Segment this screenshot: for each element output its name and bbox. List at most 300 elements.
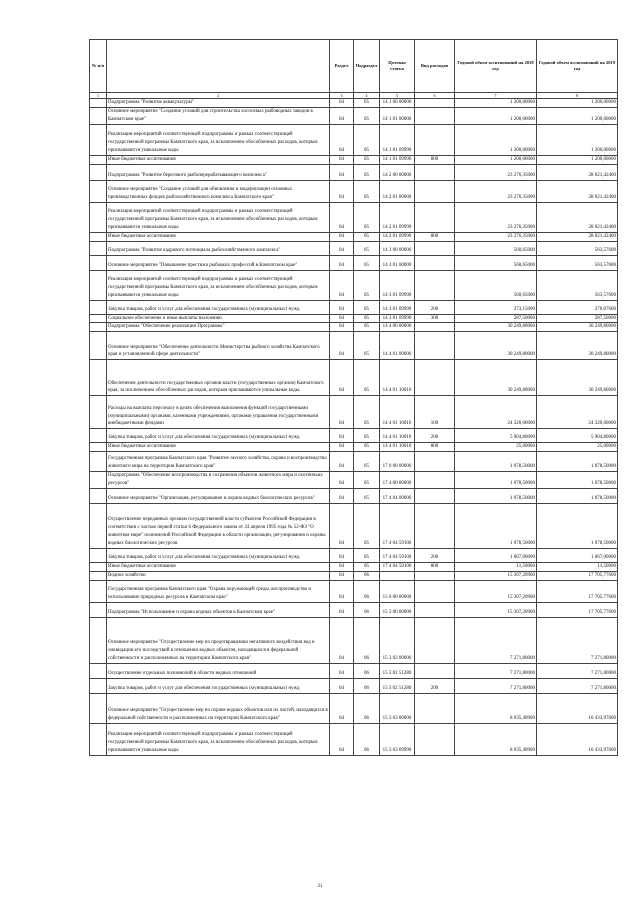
table-row — [90, 549, 618, 563]
row-amount-2019-cell: 1 078,50000 — [537, 452, 618, 472]
table-row — [90, 180, 618, 202]
row-expense-type-cell — [415, 452, 455, 472]
row-index-cell — [90, 300, 107, 314]
row-section-cell: 04 — [330, 429, 354, 443]
row-amount-2018-cell: 24 320,00000 — [455, 396, 537, 429]
row-subsection-cell: 05 — [354, 396, 380, 429]
row-index-cell — [90, 202, 107, 232]
row-index-cell — [90, 663, 107, 678]
row-index-cell — [90, 270, 107, 300]
table-row — [90, 723, 618, 755]
table-row — [90, 323, 618, 332]
row-target-cell: 14 1 00 00000 — [380, 99, 415, 108]
row-amount-2018-cell: 1 200,00000 — [455, 124, 537, 155]
row-target-cell: 15 3 00 00000 — [380, 602, 415, 617]
row-amount-2019-cell: 1 200,00000 — [537, 124, 618, 155]
row-index-cell — [90, 452, 107, 472]
row-amount-2018-cell: 15 307,20900 — [455, 571, 537, 580]
row-subsection-cell: 06 — [354, 580, 380, 602]
row-index-cell — [90, 99, 107, 108]
row-name-cell: Обеспечение деятельности государственных органов власти (государственных органов) Камчатского края, за исключением обособленных расходов, которым присваиваются уникальные коды. — [107, 360, 330, 396]
row-section-cell: 04 — [330, 489, 354, 504]
row-name-cell: Закупка товаров, работ и услуг для обеспечения государственных (муниципальных) нужд — [107, 549, 330, 563]
row-amount-2018-cell: 560,65000 — [455, 270, 537, 300]
row-amount-2018-cell: 23 276,35000 — [455, 164, 537, 180]
row-target-cell: 17 0 00 00000 — [380, 452, 415, 472]
row-section-cell: 04 — [330, 255, 354, 270]
row-target-cell: 15 3 02 51280 — [380, 678, 415, 693]
row-expense-type-cell — [415, 332, 455, 360]
row-amount-2019-cell: 1 078,50000 — [537, 504, 618, 549]
row-target-cell: 15 3 03 09990 — [380, 723, 415, 755]
row-subsection-cell: 06 — [354, 693, 380, 723]
row-subsection-cell: 05 — [354, 472, 380, 489]
row-index-cell — [90, 107, 107, 124]
row-amount-2019-cell: 17 705,77600 — [537, 602, 618, 617]
row-amount-2018-cell: 23 276,35000 — [455, 202, 537, 232]
row-target-cell: 15 3 02 00000 — [380, 617, 415, 663]
row-amount-2019-cell: 5 904,80000 — [537, 429, 618, 443]
row-name-cell: Иные бюджетные ассигнования — [107, 563, 330, 572]
header-amount-2018: Годовой объем ассигнований на 2018 год — [455, 40, 537, 93]
row-subsection-cell: 05 — [354, 124, 380, 155]
page-number: 21 — [317, 884, 323, 889]
row-amount-2019-cell: 563,57600 — [537, 255, 618, 270]
row-target-cell: 14 1 01 00000 — [380, 107, 415, 124]
row-index-cell — [90, 332, 107, 360]
row-amount-2018-cell: 1 200,00000 — [455, 107, 537, 124]
row-amount-2019-cell: 7 271,80000 — [537, 617, 618, 663]
table-row — [90, 443, 618, 452]
row-expense-type-cell: 200 — [415, 429, 455, 443]
row-target-cell: 15 0 00 00000 — [380, 580, 415, 602]
table-row — [90, 563, 618, 572]
row-subsection-cell: 05 — [354, 429, 380, 443]
row-section-cell: 04 — [330, 332, 354, 360]
row-target-cell: 14 3 01 00000 — [380, 255, 415, 270]
row-subsection-cell: 05 — [354, 504, 380, 549]
row-amount-2019-cell: 17 705,77600 — [537, 571, 618, 580]
row-target-cell: 17 4 00 00000 — [380, 472, 415, 489]
row-name-cell: Государственная программа Камчатского края "Охрана окружающей среды, воспроизводство и использование природных ресурсов в Камчатском крае" — [107, 580, 330, 602]
row-index-cell — [90, 323, 107, 332]
row-section-cell: 04 — [330, 300, 354, 314]
row-amount-2018-cell: 1 200,00000 — [455, 155, 537, 164]
row-section-cell: 04 — [330, 396, 354, 429]
header-target: Целевая статья — [380, 40, 415, 93]
column-number: 2 — [107, 93, 330, 99]
column-number: 4 — [354, 93, 380, 99]
table-row — [90, 332, 618, 360]
column-number: 5 — [380, 93, 415, 99]
row-section-cell: 04 — [330, 472, 354, 489]
row-index-cell — [90, 563, 107, 572]
row-amount-2019-cell: 28 021,42400 — [537, 202, 618, 232]
row-target-cell: 17 4 04 59100 — [380, 549, 415, 563]
row-amount-2018-cell: 1 078,50000 — [455, 452, 537, 472]
row-section-cell: 04 — [330, 323, 354, 332]
table-row — [90, 472, 618, 489]
row-section-cell: 04 — [330, 443, 354, 452]
row-index-cell — [90, 580, 107, 602]
table-row — [90, 232, 618, 241]
row-name-cell: Реализация мероприятий соответствующей подпрограммы и рамках соответствующей государственной программы Камчатского края, за исключением обособленных расходов, которым присваиваются уникальные коды — [107, 124, 330, 155]
row-expense-type-cell — [415, 693, 455, 723]
row-section-cell: 04 — [330, 563, 354, 572]
row-index-cell — [90, 255, 107, 270]
row-amount-2019-cell: 10 433,97600 — [537, 723, 618, 755]
row-amount-2018-cell: 1 078,50000 — [455, 489, 537, 504]
row-index-cell — [90, 180, 107, 202]
row-section-cell: 04 — [330, 663, 354, 678]
row-amount-2019-cell: 1 200,00000 — [537, 155, 618, 164]
row-amount-2019-cell: 7 271,80000 — [537, 663, 618, 678]
row-subsection-cell: 06 — [354, 602, 380, 617]
row-subsection-cell: 05 — [354, 360, 380, 396]
row-expense-type-cell: 800 — [415, 563, 455, 572]
row-subsection-cell: 06 — [354, 571, 380, 580]
row-amount-2019-cell: 563,57600 — [537, 241, 618, 255]
row-name-cell: Реализация мероприятий соответствующей подпрограммы и рамках соответствующей государственной программы Камчатского края, за исключением обособленных расходов, которым присваиваются уникальные коды — [107, 723, 330, 755]
header-expense-type: Вид расходов — [415, 40, 455, 93]
row-name-cell: Закупка товаров, работ и услуг для обеспечения государственных (муниципальных) нужд — [107, 429, 330, 443]
row-subsection-cell: 05 — [354, 563, 380, 572]
table-row — [90, 155, 618, 164]
row-expense-type-cell — [415, 241, 455, 255]
row-expense-type-cell — [415, 571, 455, 580]
row-amount-2019-cell: 10 433,97600 — [537, 693, 618, 723]
table-header — [90, 40, 618, 99]
row-target-cell: 14 3 01 09990 — [380, 314, 415, 323]
row-subsection-cell: 05 — [354, 164, 380, 180]
row-subsection-cell: 05 — [354, 202, 380, 232]
row-target-cell: 14 4 01 10010 — [380, 360, 415, 396]
row-subsection-cell: 05 — [354, 155, 380, 164]
row-amount-2018-cell: 1 078,50000 — [455, 504, 537, 549]
row-name-cell: Реализация мероприятий соответствующей подпрограммы и рамках соответствующей государственной программы Камчатского края, за исключением обособленных расходов, которым присваиваются уникальные коды — [107, 270, 330, 300]
row-expense-type-cell — [415, 617, 455, 663]
row-expense-type-cell — [415, 602, 455, 617]
row-expense-type-cell: 200 — [415, 549, 455, 563]
column-number: 8 — [537, 93, 618, 99]
row-index-cell — [90, 443, 107, 452]
row-target-cell: 14 2 01 00000 — [380, 180, 415, 202]
row-section-cell: 04 — [330, 99, 354, 108]
row-expense-type-cell — [415, 723, 455, 755]
row-section-cell: 04 — [330, 571, 354, 580]
row-index-cell — [90, 164, 107, 180]
header-index: № п/п — [90, 40, 107, 93]
row-name-cell: Иные бюджетные ассигнования — [107, 232, 330, 241]
table-row — [90, 504, 618, 549]
row-expense-type-cell: 200 — [415, 678, 455, 693]
row-amount-2018-cell: 287,50000 — [455, 314, 537, 323]
row-name-cell: Социальное обеспечение и иные выплаты населению — [107, 314, 330, 323]
row-name-cell: Подпрограмма "Обеспечение реализации Программы" — [107, 323, 330, 332]
row-target-cell: 17 4 04 59100 — [380, 563, 415, 572]
row-index-cell — [90, 124, 107, 155]
row-target-cell: 14 2 00 00000 — [380, 164, 415, 180]
row-target-cell: 14 3 01 09990 — [380, 300, 415, 314]
row-expense-type-cell — [415, 270, 455, 300]
row-section-cell: 04 — [330, 232, 354, 241]
row-target-cell: 14 1 01 09990 — [380, 124, 415, 155]
header-name — [107, 40, 330, 93]
row-expense-type-cell — [415, 472, 455, 489]
table-row — [90, 241, 618, 255]
row-name-cell: Закупка товаров, работ и услуг для обеспечения государственных (муниципальных) нужд — [107, 678, 330, 693]
row-expense-type-cell: 300 — [415, 314, 455, 323]
row-index-cell — [90, 504, 107, 549]
row-subsection-cell: 05 — [354, 270, 380, 300]
row-expense-type-cell — [415, 489, 455, 504]
row-target-cell: 17 4 04 00000 — [380, 489, 415, 504]
row-index-cell — [90, 241, 107, 255]
row-expense-type-cell — [415, 360, 455, 396]
row-amount-2019-cell: 28 021,42400 — [537, 232, 618, 241]
row-amount-2019-cell: 7 271,80000 — [537, 678, 618, 693]
row-index-cell — [90, 429, 107, 443]
row-target-cell: 17 4 04 59100 — [380, 504, 415, 549]
row-subsection-cell: 05 — [354, 241, 380, 255]
row-expense-type-cell — [415, 202, 455, 232]
table-row — [90, 489, 618, 504]
row-section-cell: 04 — [330, 678, 354, 693]
row-index-cell — [90, 314, 107, 323]
row-target-cell: 14 3 01 09990 — [380, 270, 415, 300]
row-amount-2019-cell: 276,07600 — [537, 300, 618, 314]
row-target-cell — [380, 571, 415, 580]
row-amount-2019-cell: 1 078,50000 — [537, 489, 618, 504]
row-amount-2019-cell: 11,50000 — [537, 563, 618, 572]
row-subsection-cell: 05 — [354, 323, 380, 332]
column-number: 6 — [415, 93, 455, 99]
row-amount-2019-cell: 28 021,42400 — [537, 164, 618, 180]
row-target-cell: 14 4 01 10010 — [380, 443, 415, 452]
row-name-cell: Осуществление переданных органам государственной власти субъектов Российской Федерации в соответствии с частью первой статьи 6 Федерального закона от 24 апреля 1995 года № 52-ФЗ "О животном мире" полномочий Российской Федерации в области организации, регулирования и охраны водных биологических ресурсов — [107, 504, 330, 549]
table-row — [90, 580, 618, 602]
row-subsection-cell: 05 — [354, 107, 380, 124]
row-section-cell: 04 — [330, 504, 354, 549]
row-amount-2018-cell: 30 249,80000 — [455, 323, 537, 332]
row-amount-2019-cell: 30 249,80000 — [537, 332, 618, 360]
row-expense-type-cell: 800 — [415, 232, 455, 241]
table-row — [90, 693, 618, 723]
row-section-cell: 04 — [330, 180, 354, 202]
table-row — [90, 617, 618, 663]
row-subsection-cell: 05 — [354, 180, 380, 202]
column-number: 3 — [330, 93, 354, 99]
row-amount-2018-cell: 15 307,20900 — [455, 580, 537, 602]
table-row — [90, 107, 618, 124]
row-target-cell: 14 3 00 00000 — [380, 241, 415, 255]
row-name-cell: Реализация мероприятий соответствующей подпрограммы и рамках соответствующей государственной программы Камчатского края, за исключением обособленных расходов, которым присваиваются уникальные коды — [107, 202, 330, 232]
row-target-cell: 14 4 00 00000 — [380, 323, 415, 332]
row-index-cell — [90, 571, 107, 580]
row-index-cell — [90, 549, 107, 563]
table-row — [90, 571, 618, 580]
table-row — [90, 360, 618, 396]
row-target-cell: 14 2 01 09990 — [380, 202, 415, 232]
row-subsection-cell: 05 — [354, 332, 380, 360]
row-subsection-cell: 05 — [354, 255, 380, 270]
table-body — [90, 99, 618, 756]
row-expense-type-cell — [415, 107, 455, 124]
table-row — [90, 202, 618, 232]
row-name-cell: Государственная программа Камчатского края "Развитие лесного хозяйства, охрана и воспроизводство животного мира на территории Камчатского края" — [107, 452, 330, 472]
row-index-cell — [90, 617, 107, 663]
column-number: 7 — [455, 93, 537, 99]
row-section-cell: 04 — [330, 164, 354, 180]
row-name-cell: Основное мероприятие "Создание условий для строительства лососевых рыбоводных заводов в Камчатском крае" — [107, 107, 330, 124]
header-subsection: Подраздел — [354, 40, 380, 93]
table-row — [90, 270, 618, 300]
row-index-cell — [90, 723, 107, 755]
row-target-cell: 14 4 01 10010 — [380, 429, 415, 443]
row-amount-2019-cell: 28 021,42400 — [537, 180, 618, 202]
row-subsection-cell: 06 — [354, 723, 380, 755]
row-amount-2018-cell: 25,00000 — [455, 443, 537, 452]
row-expense-type-cell: 100 — [415, 396, 455, 429]
row-name-cell: Основное мероприятие "Создание условий для обновления и модернизации основных производственных фондов рыбохозяйственного комплекса Камчатского края" — [107, 180, 330, 202]
table-row — [90, 678, 618, 693]
row-amount-2018-cell: 15 307,20900 — [455, 602, 537, 617]
row-subsection-cell: 05 — [354, 489, 380, 504]
row-amount-2019-cell: 30 249,80000 — [537, 323, 618, 332]
row-amount-2018-cell: 8 035,40900 — [455, 693, 537, 723]
row-name-cell: Осуществление отдельных полномочий в области водных отношений — [107, 663, 330, 678]
header-amount-2019: Годовой объем ассигнований на 2019 год — [537, 40, 618, 93]
row-index-cell — [90, 155, 107, 164]
row-target-cell: 14 1 01 09990 — [380, 155, 415, 164]
row-expense-type-cell — [415, 663, 455, 678]
row-expense-type-cell — [415, 323, 455, 332]
row-subsection-cell: 06 — [354, 678, 380, 693]
table-row — [90, 99, 618, 108]
row-amount-2019-cell: 30 249,80000 — [537, 360, 618, 396]
row-section-cell: 04 — [330, 617, 354, 663]
row-amount-2018-cell: 1 078,50000 — [455, 472, 537, 489]
table-row — [90, 300, 618, 314]
row-target-cell: 14 4 01 10010 — [380, 396, 415, 429]
row-name-cell: Основное мероприятие "Организация, регулирование и охрана водных биологических ресурсов" — [107, 489, 330, 504]
row-section-cell: 04 — [330, 549, 354, 563]
row-index-cell — [90, 472, 107, 489]
row-section-cell: 04 — [330, 270, 354, 300]
row-section-cell: 04 — [330, 202, 354, 232]
table-row — [90, 314, 618, 323]
row-subsection-cell: 05 — [354, 314, 380, 323]
table-row — [90, 429, 618, 443]
row-subsection-cell: 05 — [354, 99, 380, 108]
row-amount-2018-cell: 8 035,40900 — [455, 723, 537, 755]
row-index-cell — [90, 693, 107, 723]
row-section-cell: 04 — [330, 580, 354, 602]
table-row — [90, 124, 618, 155]
row-subsection-cell: 06 — [354, 617, 380, 663]
row-amount-2018-cell: 7 271,80000 — [455, 617, 537, 663]
row-expense-type-cell: 800 — [415, 155, 455, 164]
row-subsection-cell: 05 — [354, 549, 380, 563]
table-row — [90, 452, 618, 472]
row-section-cell: 04 — [330, 452, 354, 472]
row-name-cell: Подпрограмма "Развитие аквакультуры" — [107, 99, 330, 108]
row-subsection-cell: 05 — [354, 443, 380, 452]
row-amount-2019-cell: 24 320,00000 — [537, 396, 618, 429]
table-row — [90, 164, 618, 180]
row-amount-2019-cell: 287,50000 — [537, 314, 618, 323]
table-row — [90, 663, 618, 678]
row-amount-2018-cell: 7 271,80000 — [455, 663, 537, 678]
row-index-cell — [90, 489, 107, 504]
row-amount-2018-cell: 1 067,00000 — [455, 549, 537, 563]
row-name-cell: Основное мероприятие "Осуществление мер по охране водных объектов или их частей, находящихся в федеральной собственности и расположенных на территории Камчатского края" — [107, 693, 330, 723]
row-amount-2018-cell: 30 249,80000 — [455, 332, 537, 360]
row-name-cell: Расходы на выплаты персоналу в целях обеспечения выполнения функций государственными (муниципальными) органами, казенными учреждениями, органами управления государственными внебюджетными фондами — [107, 396, 330, 429]
row-name-cell: Подпрограмма "Развитие кадрового потенциала рыбохозяйственного комплекса" — [107, 241, 330, 255]
row-amount-2018-cell: 1 200,00000 — [455, 99, 537, 108]
row-expense-type-cell — [415, 124, 455, 155]
table-row — [90, 255, 618, 270]
row-amount-2019-cell: 563,57600 — [537, 270, 618, 300]
table-row — [90, 396, 618, 429]
row-section-cell: 04 — [330, 124, 354, 155]
row-name-cell: Подпрограмма "Использование и охрана водных объектов в Камчатском крае" — [107, 602, 330, 617]
column-number: 1 — [90, 93, 107, 99]
row-amount-2018-cell: 560,65000 — [455, 241, 537, 255]
row-name-cell: Иные бюджетные ассигнования — [107, 443, 330, 452]
row-name-cell: Основное мероприятие "Обеспечение деятельности Министерства рыбного хозяйства Камчатского края и установленной сфере деятельности" — [107, 332, 330, 360]
row-subsection-cell: 05 — [354, 300, 380, 314]
row-section-cell: 04 — [330, 723, 354, 755]
row-name-cell: Иные бюджетные ассигнования — [107, 155, 330, 164]
row-expense-type-cell — [415, 99, 455, 108]
row-target-cell: 14 2 01 09990 — [380, 232, 415, 241]
row-target-cell: 15 3 03 00000 — [380, 693, 415, 723]
row-expense-type-cell — [415, 255, 455, 270]
row-amount-2019-cell: 1 200,00000 — [537, 99, 618, 108]
row-index-cell — [90, 360, 107, 396]
row-amount-2019-cell: 17 705,77600 — [537, 580, 618, 602]
row-name-cell: Основное мероприятие "Осуществление мер по предотвращению негативного воздействия вод и ликвидации его последствий в отношении водных объектов, находящихся в федеральной собственности и расположенных на территории Камчатского края" — [107, 617, 330, 663]
row-index-cell — [90, 232, 107, 241]
row-name-cell: Водное хозяйство — [107, 571, 330, 580]
row-index-cell — [90, 678, 107, 693]
row-section-cell: 04 — [330, 693, 354, 723]
header-section: Раздел — [330, 40, 354, 93]
row-name-cell: Основное мероприятие "Повышение престижа рыбацких профессий в Камчатском крае" — [107, 255, 330, 270]
row-section-cell: 04 — [330, 155, 354, 164]
row-expense-type-cell — [415, 580, 455, 602]
row-index-cell — [90, 602, 107, 617]
row-expense-type-cell: 200 — [415, 300, 455, 314]
row-amount-2018-cell: 273,15000 — [455, 300, 537, 314]
row-subsection-cell: 05 — [354, 452, 380, 472]
row-amount-2018-cell: 560,65000 — [455, 255, 537, 270]
row-subsection-cell: 05 — [354, 232, 380, 241]
row-section-cell: 04 — [330, 107, 354, 124]
row-amount-2018-cell: 5 904,80000 — [455, 429, 537, 443]
row-name-cell: Закупка товаров, работ и услуг для обеспечения государственных (муниципальных) нужд — [107, 300, 330, 314]
row-section-cell: 04 — [330, 360, 354, 396]
row-amount-2019-cell: 1 200,00000 — [537, 107, 618, 124]
row-section-cell: 04 — [330, 602, 354, 617]
row-amount-2018-cell: 23 276,35000 — [455, 180, 537, 202]
row-amount-2019-cell: 1 067,00000 — [537, 549, 618, 563]
row-amount-2018-cell: 11,50000 — [455, 563, 537, 572]
table-row — [90, 602, 618, 617]
row-expense-type-cell — [415, 504, 455, 549]
